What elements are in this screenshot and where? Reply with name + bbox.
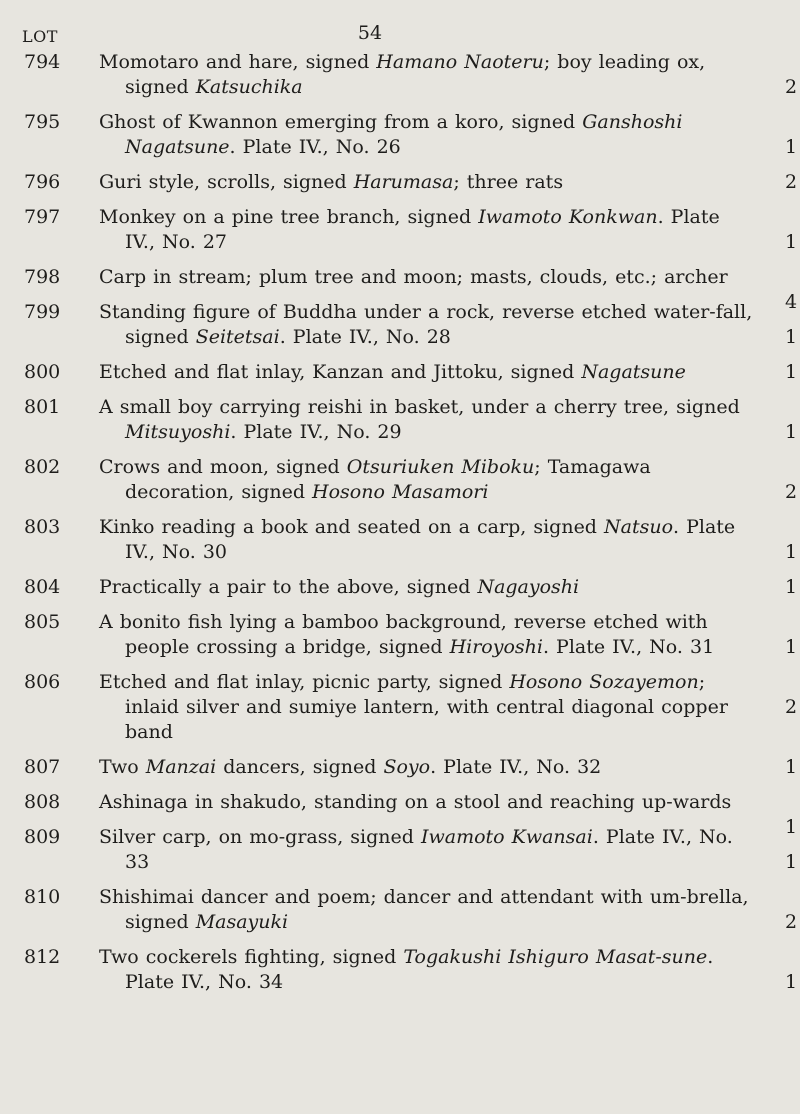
item-quantity: 1 (785, 816, 798, 838)
lot-number: 805 (24, 611, 61, 633)
lot-number: 795 (24, 111, 61, 133)
lot-description (99, 515, 753, 565)
lot-entry (0, 205, 800, 255)
lot-number: 808 (24, 791, 61, 813)
signature-name: Nagayoshi (477, 576, 580, 598)
description-text: . Plate IV., No. 26 (229, 136, 401, 158)
lot-number: 794 (24, 51, 61, 73)
lot-entry (0, 755, 800, 780)
lot-entry (0, 360, 800, 385)
description-text: Silver carp, on mo-grass, signed (99, 826, 421, 848)
lot-number: 802 (24, 456, 61, 478)
description-text: . Plate IV., No. 31 (542, 636, 715, 658)
signature-name: Soyo (383, 756, 431, 778)
description-text: Two (99, 756, 146, 778)
signature-name: Nagatsune (581, 361, 686, 383)
item-quantity: 2 (785, 171, 798, 193)
lot-description (99, 300, 753, 350)
lot-entry (0, 110, 800, 160)
signature-name: Iwamoto Konkwan (478, 206, 658, 228)
lot-description (99, 575, 753, 600)
description-text: A small boy carrying reishi in basket, under a cherry tree, signed (99, 396, 740, 418)
item-quantity: 1 (785, 971, 798, 993)
signature-name: Hosono Sozayemon (509, 671, 699, 693)
signature-name: Iwamoto Kwansai (420, 826, 593, 848)
item-quantity: 1 (785, 576, 798, 598)
lot-entry (0, 170, 800, 195)
item-quantity: 1 (785, 756, 798, 778)
description-text: Kinko reading a book and seated on a carp, signed (99, 516, 605, 538)
lot-entry (0, 575, 800, 600)
description-text: Ashinaga in shakudo, standing on a stool and reaching up-wards (99, 791, 732, 813)
description-text: Ghost of Kwannon emerging from a koro, signed (99, 111, 583, 133)
lot-number: 797 (24, 206, 61, 228)
description-text: Crows and moon, signed (99, 456, 347, 478)
lot-description (99, 610, 753, 660)
lot-number: 796 (24, 171, 61, 193)
item-quantity: 4 (785, 291, 798, 313)
signature-name: Mitsuyoshi (125, 421, 231, 443)
lot-number: 810 (24, 886, 61, 908)
lot-number: 803 (24, 516, 61, 538)
item-quantity: 1 (785, 326, 798, 348)
lot-number: 812 (24, 946, 61, 968)
lot-entry (0, 455, 800, 505)
lot-entry (0, 670, 800, 745)
lot-number: 801 (24, 396, 61, 418)
lot-description (99, 455, 753, 505)
description-text: . Plate IV., No. 30 (125, 516, 736, 563)
description-text: Monkey on a pine tree branch, signed (99, 206, 479, 228)
lot-entry (0, 825, 800, 875)
item-quantity: 1 (785, 231, 798, 253)
lot-description (99, 50, 753, 100)
lot-column-header: LOT (22, 27, 58, 46)
description-text: Standing figure of Buddha under a rock, reverse etched water-fall, signed (99, 301, 753, 348)
signature-name: Masayuki (195, 911, 289, 933)
description-text: Etched and flat inlay, Kanzan and Jittoku, signed (99, 361, 582, 383)
lot-entry (0, 885, 800, 935)
description-text: . Plate IV., No. 34 (125, 946, 714, 993)
lot-description (99, 825, 753, 875)
lot-description (99, 755, 753, 780)
lot-entry (0, 300, 800, 350)
item-quantity: 1 (785, 361, 798, 383)
signature-name: Seitetsai (195, 326, 280, 348)
description-text: . Plate IV., No. 33 (125, 826, 733, 873)
item-quantity: 1 (785, 541, 798, 563)
signature-name: Katsuchika (195, 76, 303, 98)
lot-entry (0, 610, 800, 660)
page-number: 54 (357, 22, 383, 44)
item-quantity: 2 (785, 911, 798, 933)
lot-number: 798 (24, 266, 61, 288)
item-quantity: 1 (785, 636, 798, 658)
lot-number: 800 (24, 361, 61, 383)
signature-name: Hamano Naoteru (376, 51, 544, 73)
lot-entry (0, 945, 800, 995)
lot-description (99, 205, 753, 255)
item-quantity: 1 (785, 851, 798, 873)
description-text: . Plate IV., No. 27 (125, 206, 720, 253)
description-text: ; three rats (453, 171, 564, 193)
signature-name: Togakushi Ishiguro Masat-sune (403, 946, 708, 968)
item-quantity: 2 (785, 76, 798, 98)
item-quantity: 2 (785, 481, 798, 503)
lot-description (99, 170, 753, 195)
description-text: ; boy leading ox, signed (125, 51, 706, 98)
lot-number: 804 (24, 576, 61, 598)
lot-description (99, 670, 753, 745)
description-text: Two cockerels fighting, signed (99, 946, 404, 968)
lot-entry (0, 395, 800, 445)
lot-description (99, 265, 753, 290)
description-text: A bonito fish lying a bamboo background, reverse etched with people crossing a bridge, signed (99, 611, 708, 658)
description-text: Guri style, scrolls, signed (99, 171, 354, 193)
item-quantity: 1 (785, 136, 798, 158)
item-quantity: 1 (785, 421, 798, 443)
signature-name: Hosono Masamori (312, 481, 489, 503)
lot-number: 799 (24, 301, 61, 323)
lot-number: 809 (24, 826, 61, 848)
lot-description (99, 395, 753, 445)
description-text: Carp in stream; plum tree and moon; masts, clouds, etc.; archer (99, 266, 728, 288)
description-text: Shishimai dancer and poem; dancer and attendant with um-brella, signed (99, 886, 749, 933)
lot-entry (0, 50, 800, 100)
description-text: . Plate IV., No. 29 (230, 421, 402, 443)
signature-name: Ganshoshi Nagatsune (125, 111, 683, 158)
item-quantity: 2 (785, 696, 798, 718)
signature-name: Manzai (145, 756, 217, 778)
lot-number: 807 (24, 756, 61, 778)
description-text: . Plate IV., No. 28 (279, 326, 451, 348)
lot-description (99, 360, 753, 385)
description-text: Etched and flat inlay, picnic party, signed (99, 671, 510, 693)
lot-entry (0, 515, 800, 565)
lot-number: 806 (24, 671, 61, 693)
lot-list (0, 50, 800, 1005)
description-text: . Plate IV., No. 32 (430, 756, 602, 778)
signature-name: Natsuo (604, 516, 674, 538)
lot-description (99, 110, 753, 160)
signature-name: Hiroyoshi (449, 636, 543, 658)
description-text: ; inlaid silver and sumiye lantern, with central diagonal copper band (125, 671, 728, 743)
description-text: ; Tamagawa decoration, signed (125, 456, 651, 503)
description-text: Momotaro and hare, signed (99, 51, 377, 73)
lot-description (99, 885, 753, 935)
signature-name: Harumasa (353, 171, 454, 193)
lot-description (99, 945, 753, 995)
description-text: Practically a pair to the above, signed (99, 576, 478, 598)
lot-description (99, 790, 753, 815)
description-text: dancers, signed (216, 756, 384, 778)
signature-name: Otsuriuken Miboku (346, 456, 535, 478)
